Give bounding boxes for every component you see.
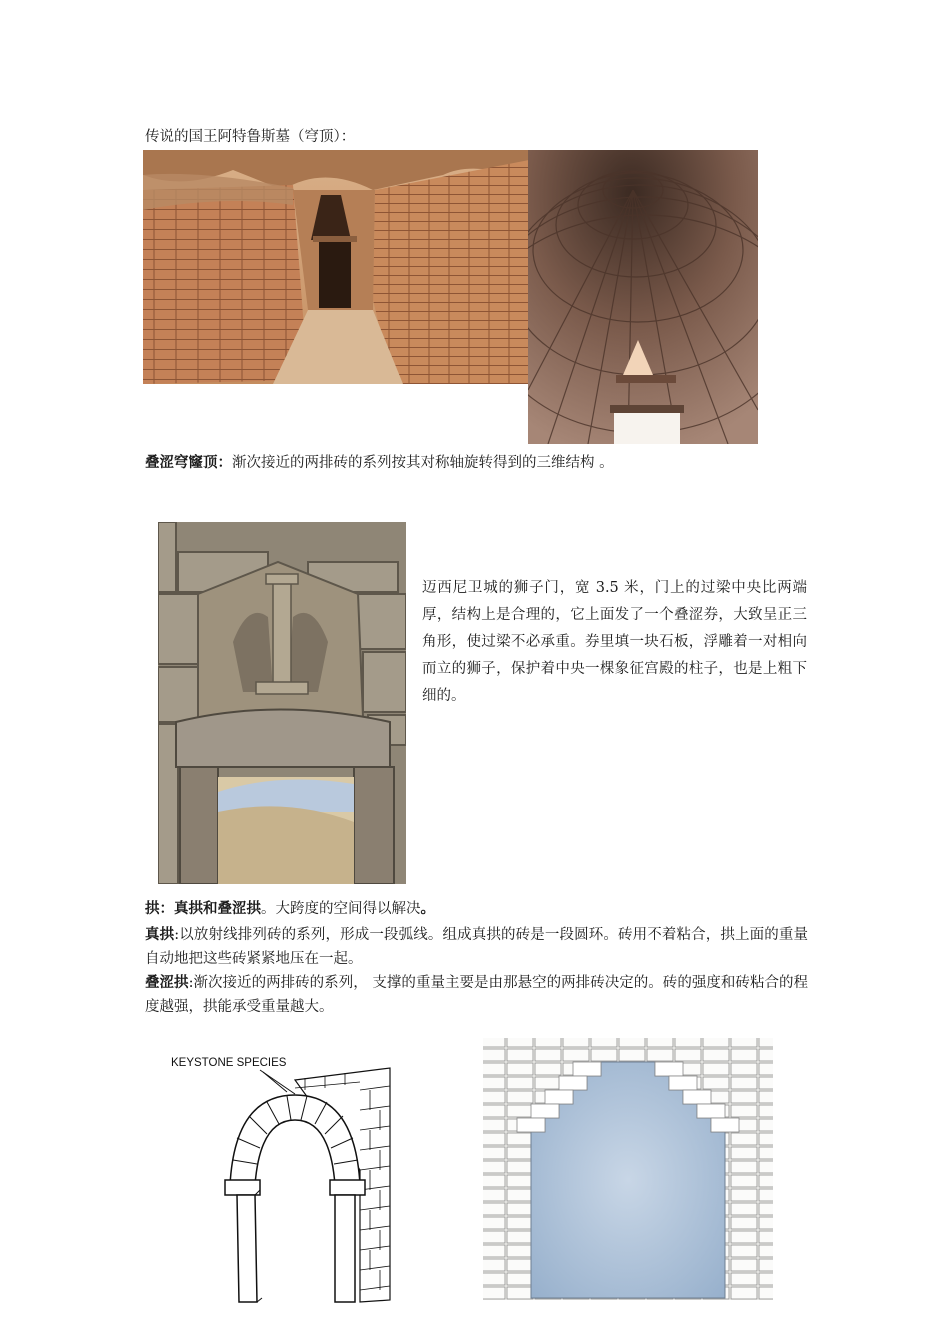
arch-intro-end: 。 (420, 900, 435, 917)
corbel-dome-definition (145, 452, 614, 474)
tholos-dome-photo (528, 150, 758, 444)
lion-gate-photo (158, 522, 406, 884)
true-arch-text: :以放射线排列砖的系列，形成一段弧线。组成真拱的砖是一段圆环。砖用不着粘合，拱上面的重量自动地把这些砖紧紧地压在一起。 (145, 927, 808, 967)
corbel-arch-illustration (478, 1034, 778, 1302)
page-heading: 传说的国王阿特鲁斯墓（穹顶）： (145, 129, 356, 145)
true-arch-definition (145, 923, 808, 971)
arch-intro (145, 898, 808, 920)
tomb-entrance-photo (143, 150, 529, 384)
corbel-dome-term: 叠涩穹窿顶： (145, 454, 232, 471)
corbel-arch-definition (145, 971, 808, 1019)
arch-intro-term: 拱：真拱和叠涩拱 (145, 900, 261, 917)
corbel-arch-text: :渐次接近的两排砖的系列， 支撑的重量主要是由那悬空的两排砖决定的。砖的强度和砖粘合的程度越强，拱能承受重量越大。 (145, 975, 809, 1015)
keystone-label: KEYSTONE SPECIES (171, 1057, 287, 1069)
corbel-arch-term: 叠涩拱 (145, 974, 189, 991)
true-arch-illustration (165, 1050, 395, 1305)
true-arch-term: 真拱 (145, 926, 175, 943)
lion-gate-description: 迈西尼卫城的狮子门，宽 3.5 米，门上的过梁中央比两端厚，结构上是合理的，它上面发了一个叠涩券，大致呈正三角形，使过梁不必承重。券里填一块石板，浮雕着一对相向而立的狮子，保护着中央一棵象征宫殿的柱子，也是上粗下细的。 (422, 580, 807, 704)
corbel-dome-text: 渐次接近的两排砖的系列按其对称轴旋转得到的三维结构 。 (232, 455, 614, 471)
arch-intro-text: 。大跨度的空间得以解决 (261, 901, 421, 917)
